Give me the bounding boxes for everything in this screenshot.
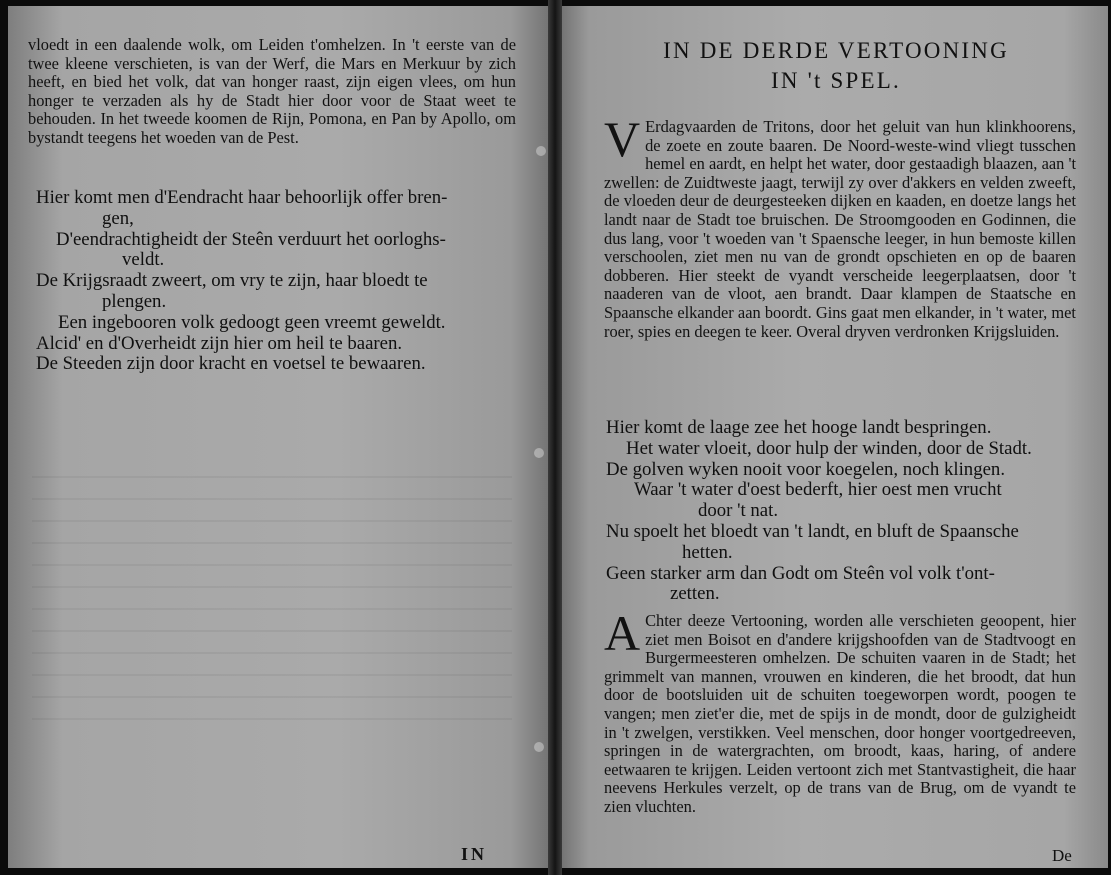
right-page <box>556 6 1108 868</box>
right-catchword: De <box>1052 846 1072 865</box>
right-paragraph-2 <box>604 605 1076 817</box>
verse-line: D'eendrachtigheidt der Steên verduurt het oorloghs- veldt. <box>56 228 446 271</box>
binding-hole <box>536 146 546 156</box>
binding-hole <box>534 742 544 752</box>
verse-line: Geen starker arm dan Godt om Steên vol volk t'ont- zetten. <box>606 562 995 605</box>
left-prose-paragraph: vloedt in een daalende wolk, om Leiden t'omhelzen. In 't eerste van de twee kleene verschieten, is van der Werf, die Mars en Merkuur by zich heeft, en bied het volk, dat van honger raast, zijn eigen vlees, om hun honger te verzaden als hy de Stadt hier door voor de Staat weet te behouden. In het tweede koomen de Rijn, Pomona, en Pan by Apollo, om bystandt teegens het woeden van de Pest. <box>28 35 516 147</box>
book-gutter <box>548 0 562 875</box>
section-heading <box>606 36 1066 96</box>
paragraph-text: Chter deeze Vertooning, worden alle verschieten geoopent, hier ziet men Boisot en d'andere krijgshoofden van de Stadtvoogt en Burgermeesteren omhelzen. De schuiten vaaren in de Stadt; het grimmelt van mannen, vrouwen en kinderen, die het broodt, dat hun door de bootsluiden uit de schuiten toegeworpen wordt, poogen te vangen; men ziet'er die, met de spijs in de mondt, door de gulzigheidt in 't zwelgen, verstikken. Veel menschen, door honger voortgedreeven, springen in de watergrachten, om broodt, kaas, haring, of andere eetwaaren te krijgen. Leiden vertoont zich met Stantvastigheit, die haar neevens Herkules verzelt, op de trans van de Brug, om de vyandt te zien vluchten. <box>604 611 1076 816</box>
verse-line: De golven wyken nooit voor koegelen, noch klingen. <box>606 458 1006 480</box>
heading-line-2: IN 't SPEL. <box>771 68 901 93</box>
left-catchword: IN <box>461 844 488 864</box>
right-verse-block <box>606 418 1086 605</box>
verse-line: De Steeden zijn door kracht en voetsel te bewaaren. <box>36 353 426 375</box>
binding-hole <box>534 448 544 458</box>
paragraph-text: Erdagvaarden de Tritons, door het geluit van hun klinkhoorens, de zoete en zoute baaren. De Noord-weste-wind vliegt tusschen hemel en aardt, en helpt het water, door gestaadigh blaazen, aan 't zwellen: de Zuidtweste jaagt, terwijl zy over d'akkers en velden zweeft, de vloeden deur de deurgesteeken dijken en kaaden, en doetze langs het landt naar de Stadt toe bruischen. De Stroomgooden en Godinnen, die dus lang, voor 't woeden van 't Spaensche leeger, in hun bemoste killen verschoolen, ziet men nu van de grondt opschieten en op de baaren dobberen. Hier steekt de vyandt verscheide leegerplaatsen, door 't naaderen van de vloot, aen brandt. Daar klampen de Staatsche en Spaansche elkander aan boordt. Gins gaat men elkander, in 't water, met roer, spies en deegen te keer. Overal dryven verdronken Krijgsluiden. <box>604 117 1076 341</box>
verse-line: Nu spoelt het bloedt van 't landt, en bluft de Spaansche hetten. <box>606 520 1019 563</box>
verse-line: Een ingebooren volk gedoogt geen vreemt geweldt. <box>58 311 446 333</box>
verse-line: Hier komt men d'Eendracht haar behoorlijk offer bren- gen, <box>36 187 448 229</box>
left-verse-block <box>36 188 526 375</box>
drop-cap-initial: A <box>604 605 641 661</box>
heading-line-1: IN DE DERDE VERTOONING <box>663 38 1009 63</box>
right-paragraph-1 <box>604 111 1076 341</box>
left-page <box>8 6 554 868</box>
drop-cap-initial: V <box>604 111 641 167</box>
verse-line: Alcid' en d'Overheidt zijn hier om heil te baaren. <box>36 332 403 354</box>
verse-line: Waar 't water d'oest bederft, hier oest men vrucht door 't nat. <box>634 479 1002 522</box>
bleed-through-texture <box>32 476 512 736</box>
verse-line: Hier komt de laage zee het hooge landt bespringen. <box>606 417 992 438</box>
verse-line: De Krijgsraadt zweert, om vry te zijn, haar bloedt te plengen. <box>36 270 428 312</box>
verse-line: Het water vloeit, door hulp der winden, door de Stadt. <box>626 437 1032 459</box>
